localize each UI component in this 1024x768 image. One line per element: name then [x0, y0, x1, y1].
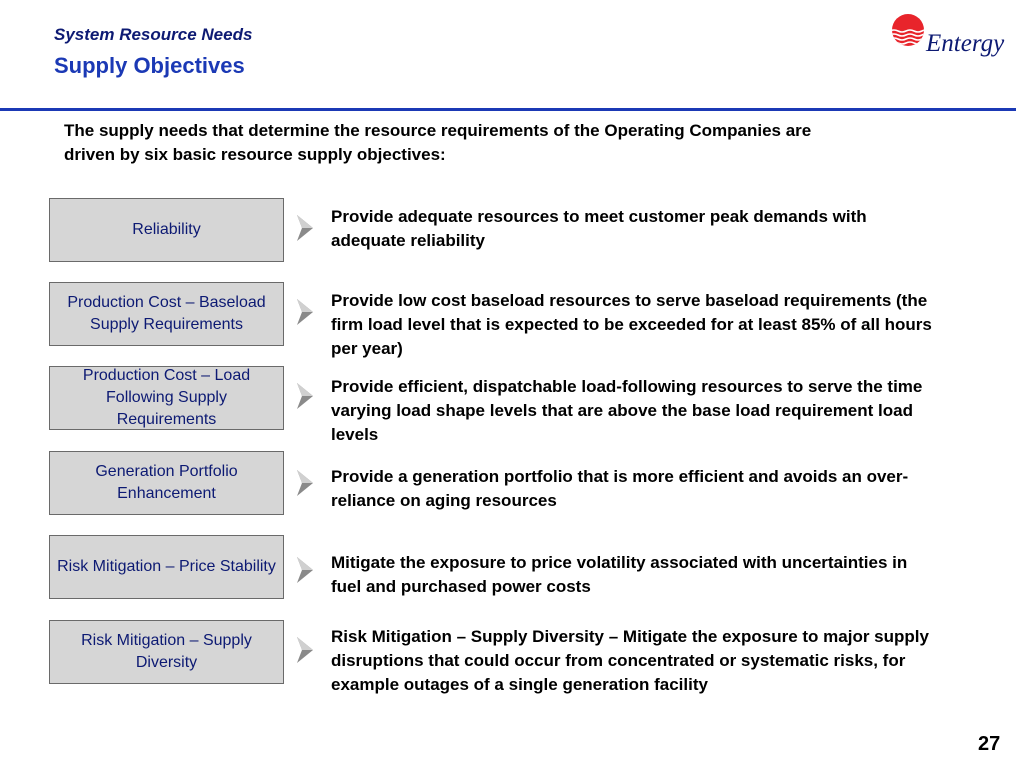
logo-wordmark: Entergy — [926, 30, 1005, 57]
chevron-right-icon — [295, 298, 315, 326]
objective-description: Risk Mitigation – Supply Diversity – Mitigate the exposure to major supply disruptions that could occur from concentrated or systematic risks, for example outages of a single generation facility — [331, 627, 929, 694]
page-number: 27 — [978, 733, 1001, 755]
objective-description: Provide efficient, dispatchable load-following resources to serve the time varying load shape levels that are above the base load requirement load levels — [331, 377, 923, 444]
chevron-right-icon — [295, 214, 315, 242]
objective-description: Provide a generation portfolio that is more efficient and avoids an over-reliance on aging resources — [331, 467, 909, 510]
objective-label-box: Risk Mitigation – Supply Diversity — [49, 620, 284, 684]
section-subtitle: System Resource Needs — [54, 25, 253, 44]
objective-description: Mitigate the exposure to price volatility associated with uncertainties in fuel and purchased power costs — [331, 553, 908, 596]
objective-description: Provide adequate resources to meet customer peak demands with adequate reliability — [331, 207, 867, 250]
chevron-right-icon — [295, 469, 315, 497]
objective-label-box: Risk Mitigation – Price Stability — [49, 535, 284, 599]
page-title: Supply Objectives — [54, 53, 245, 78]
objective-label-box: Production Cost – Baseload Supply Requirements — [49, 282, 284, 346]
objective-label-box: Production Cost – Load Following Supply Requirements — [49, 366, 284, 430]
objective-label-box: Reliability — [49, 198, 284, 262]
objective-description: Provide low cost baseload resources to serve baseload requirements (the firm load level that is expected to be exceeded for at least 85% of all hours per year) — [331, 291, 932, 358]
chevron-right-icon — [295, 556, 315, 584]
title-divider — [0, 108, 1016, 111]
chevron-right-icon — [295, 636, 315, 664]
objective-label-box: Generation Portfolio Enhancement — [49, 451, 284, 515]
chevron-right-icon — [295, 382, 315, 410]
intro-text: The supply needs that determine the resource requirements of the Operating Companies are driven by six basic resource supply objectives: — [64, 121, 812, 164]
